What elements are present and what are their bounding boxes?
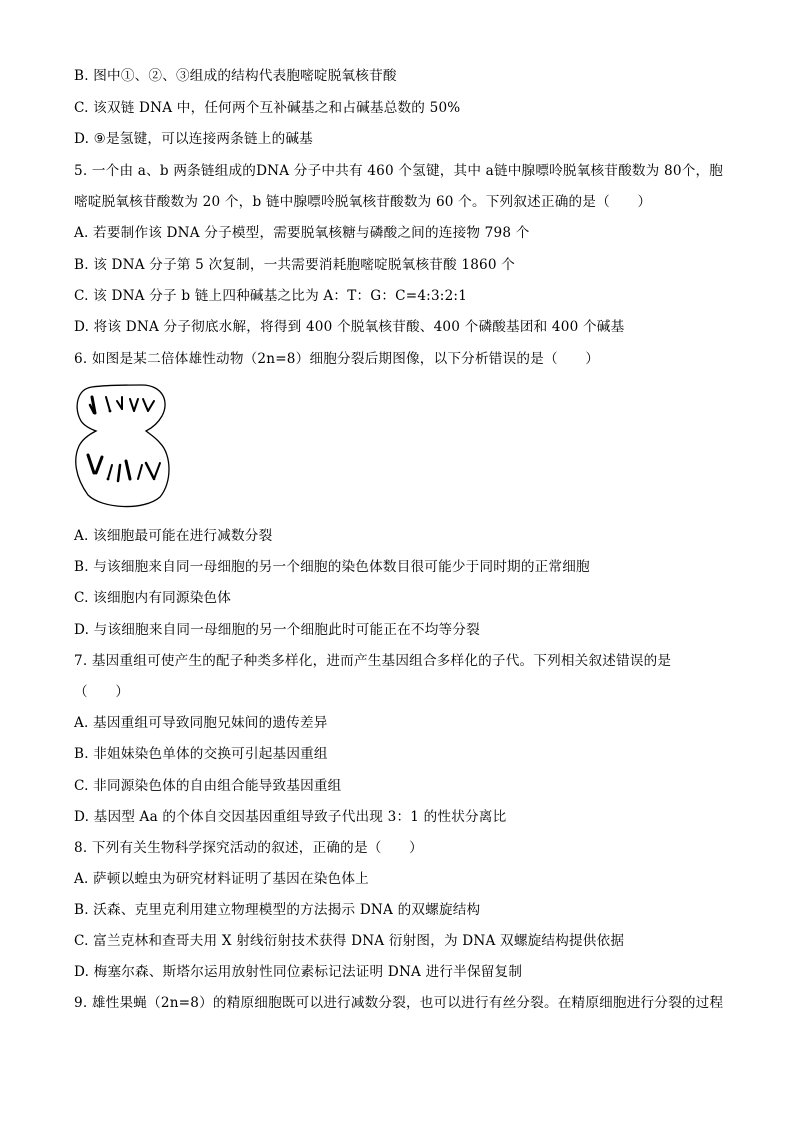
option-6c: C. 该细胞内有同源染色体 xyxy=(74,590,232,606)
option-8a: A. 萨顿以蝗虫为研究材料证明了基因在染色体上 xyxy=(74,871,369,887)
question-5-stem: 5. 一个由 a、b 两条链组成的DNA 分子中共有 460 个氢键，其中 a链中腺嘌呤脱氧核苷酸数为 80个，胞 xyxy=(74,163,724,179)
option-8d: D. 梅塞尔森、斯塔尔运用放射性同位素标记法证明 DNA 进行半保留复制 xyxy=(74,964,523,980)
question-7-stem: 7. 基因重组可使产生的配子种类多样化，进而产生基因组合多样化的子代。下列相关叙述错误的是 xyxy=(74,653,672,669)
option-4c: C. 该双链 DNA 中，任何两个互补碱基之和占碱基总数的 50% xyxy=(74,100,461,116)
option-4d: D. ⑨是氢键，可以连接两条链上的碱基 xyxy=(74,131,313,147)
question-6-stem: 6. 如图是某二倍体雄性动物（2n=8）细胞分裂后期图像，以下分析错误的是（ ） xyxy=(74,351,600,367)
option-5a: A. 若要制作该 DNA 分子模型，需要脱氧核糖与磷酸之间的连接物 798 个 xyxy=(74,225,530,241)
option-7b: B. 非姐妹染色单体的交换可引起基因重组 xyxy=(74,746,328,762)
option-6a: A. 该细胞最可能在进行减数分裂 xyxy=(74,528,273,544)
option-8c: C. 富兰克林和查哥夫用 X 射线衍射技术获得 DNA 衍射图，为 DNA 双螺旋结构提供依据 xyxy=(74,933,625,949)
question-8-stem: 8. 下列有关生物科学探究活动的叙述，正确的是（ ） xyxy=(74,840,423,856)
lower-chromosomes xyxy=(88,455,160,481)
question-5-stem-cont: 嘧啶脱氧核苷酸数为 20 个，b 链中腺嘌呤脱氧核苷酸数为 60 个。下列叙述正确的是（ ） xyxy=(74,194,652,210)
upper-chromosomes xyxy=(90,397,154,413)
option-7d: D. 基因型 Aa 的个体自交因基因重组导致子代出现 3：1 的性状分离比 xyxy=(74,809,507,825)
option-5c: C. 该 DNA 分子 b 链上四种碱基之比为 A：T：G：C=4:3:2:1 xyxy=(74,288,468,304)
option-7a: A. 基因重组可导致同胞兄妹间的遗传差异 xyxy=(74,715,328,731)
option-8b: B. 沃森、克里克利用建立物理模型的方法揭示 DNA 的双螺旋结构 xyxy=(74,902,481,918)
cell-division-figure xyxy=(72,383,172,511)
option-6b: B. 与该细胞来自同一母细胞的另一个细胞的染色体数目很可能少于同时期的正常细胞 xyxy=(74,559,590,575)
question-9-stem: 9. 雄性果蝇（2n=8）的精原细胞既可以进行减数分裂，也可以进行有丝分裂。在精原细胞进行分裂的过程 xyxy=(74,995,724,1011)
option-5b: B. 该 DNA 分子第 5 次复制，一共需要消耗胞嘧啶脱氧核苷酸 1860 个 xyxy=(74,257,516,273)
option-5d: D. 将该 DNA 分子彻底水解，将得到 400 个脱氧核苷酸、400 个磷酸基团和 400 个碱基 xyxy=(74,319,625,335)
option-4b: B. 图中①、②、③组成的结构代表胞嘧啶脱氧核苷酸 xyxy=(74,68,397,84)
question-7-paren: （ ） xyxy=(74,684,130,700)
option-7c: C. 非同源染色体的自由组合能导致基因重组 xyxy=(74,778,342,794)
option-6d: D. 与该细胞来自同一母细胞的另一个细胞此时可能正在不均等分裂 xyxy=(74,622,480,638)
